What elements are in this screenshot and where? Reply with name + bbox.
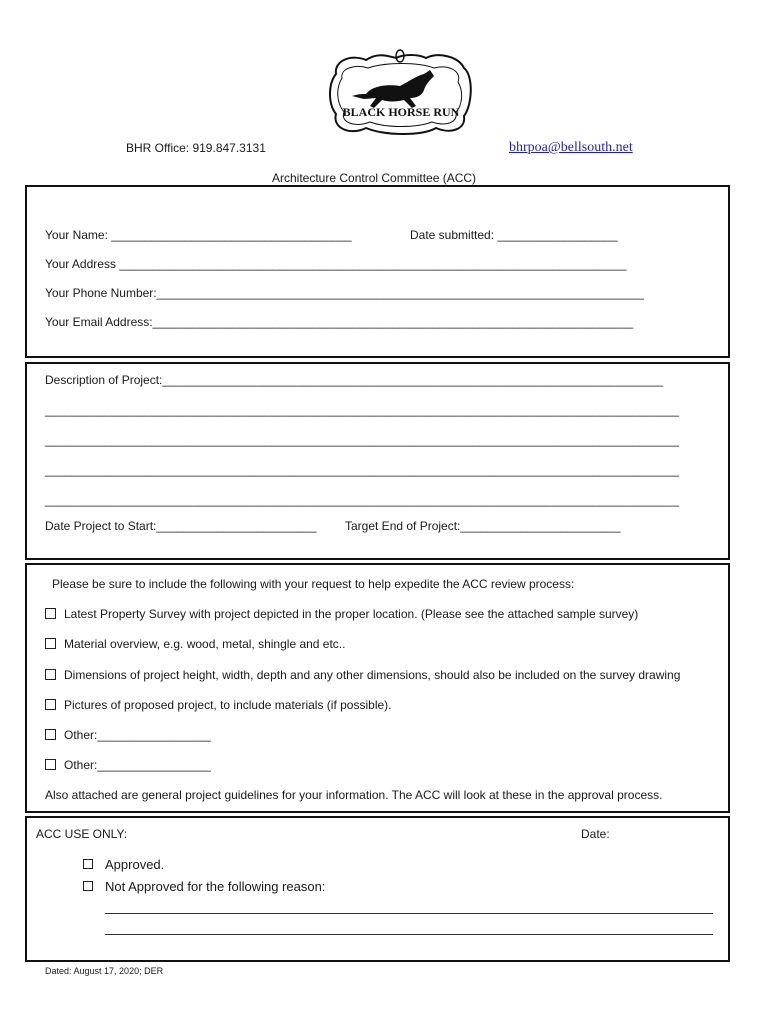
description-line[interactable]: _______________________________________________________________________________________________ — [45, 403, 680, 417]
checklist-item: Pictures of proposed project, to include materials (if possible). — [45, 698, 392, 712]
project-end-field[interactable]: Target End of Project:________________________ — [345, 519, 621, 533]
requirements-intro: Please be sure to include the following with your request to help expedite the ACC review process: — [52, 577, 575, 591]
your-phone-field[interactable]: Your Phone Number:_________________________________________________________________________ — [45, 286, 644, 300]
horse-logo-icon — [326, 46, 476, 138]
date-submitted-field[interactable]: Date submitted: __________________ — [410, 228, 618, 242]
requirements-section — [25, 563, 730, 813]
checklist-item: Dimensions of project height, width, depth and any other dimensions, should also be included on the survey drawing — [45, 668, 680, 682]
checkbox[interactable] — [45, 638, 56, 649]
description-line[interactable]: _______________________________________________________________________________________________ — [45, 463, 680, 477]
checklist-item: Other:_________________ — [45, 758, 211, 772]
acc-use-title: ACC USE ONLY: — [36, 827, 128, 841]
dated-footer: Dated: August 17, 2020; DER — [45, 966, 164, 976]
approved-checkbox[interactable] — [83, 859, 93, 869]
checkbox[interactable] — [45, 608, 56, 619]
checklist-item: Latest Property Survey with project depicted in the proper location. (Please see the attached sample survey) — [45, 607, 638, 621]
checkbox[interactable] — [45, 729, 56, 740]
checkbox[interactable] — [45, 699, 56, 710]
approved-option: Approved. — [83, 857, 164, 872]
your-email-field[interactable]: Your Email Address:________________________________________________________________________ — [45, 315, 634, 329]
description-field[interactable]: Description of Project:___________________________________________________________________________ — [45, 373, 663, 387]
your-name-field[interactable]: Your Name: ____________________________________ — [45, 228, 352, 242]
checklist-item: Other:_________________ — [45, 728, 211, 742]
svg-text:BLACK HORSE RUN: BLACK HORSE RUN — [342, 105, 460, 119]
email-link[interactable]: bhrpoa@bellsouth.net — [509, 140, 633, 155]
office-phone: BHR Office: 919.847.3131 — [126, 141, 266, 155]
acc-date-label: Date: — [581, 827, 610, 841]
description-line[interactable]: _______________________________________________________________________________________________ — [45, 493, 680, 507]
description-line[interactable]: _______________________________________________________________________________________________ — [45, 433, 680, 447]
applicant-section — [25, 185, 730, 358]
checkbox[interactable] — [45, 759, 56, 770]
your-address-field[interactable]: Your Address ____________________________________________________________________________ — [45, 257, 627, 271]
requirements-footer: Also attached are general project guidelines for your information. The ACC will look at these in the approval process. — [45, 788, 663, 802]
not-approved-checkbox[interactable] — [83, 881, 93, 891]
checkbox[interactable] — [45, 669, 56, 680]
committee-title: Architecture Control Committee (ACC) — [272, 171, 477, 185]
black-horse-run-logo — [326, 46, 476, 138]
not-approved-option: Not Approved for the following reason: — [83, 879, 325, 894]
reason-line[interactable] — [105, 934, 713, 935]
project-start-field[interactable]: Date Project to Start:________________________ — [45, 519, 317, 533]
reason-line[interactable] — [105, 913, 713, 914]
checklist-item: Material overview, e.g. wood, metal, shingle and etc.. — [45, 637, 345, 651]
